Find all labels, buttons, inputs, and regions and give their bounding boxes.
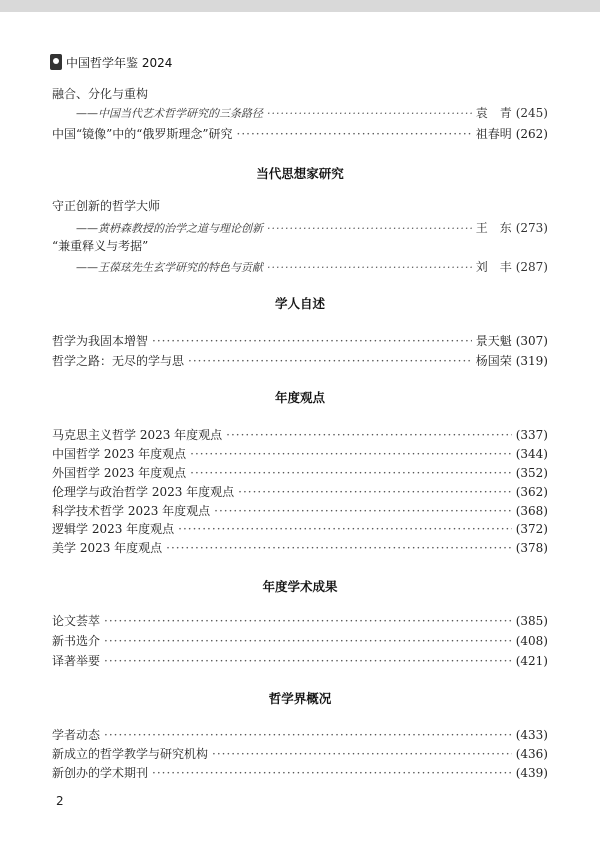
toc-page: (385): [515, 614, 548, 628]
toc-page: (368): [515, 504, 548, 518]
toc-page: (319): [515, 354, 548, 368]
leader-dots: [104, 653, 512, 669]
section-heading: 当代思想家研究: [256, 166, 344, 181]
toc-entry[interactable]: [52, 727, 548, 743]
toc-title: 马克思主义哲学 2023 年度观点: [52, 428, 223, 442]
leader-dots: [104, 613, 512, 629]
toc-title: 新成立的哲学教学与研究机构: [52, 747, 209, 761]
leader-dots: [214, 503, 512, 519]
toc-page: (436): [515, 747, 548, 761]
top-bar: [0, 0, 600, 12]
leader-dots: [267, 221, 472, 237]
toc-entry[interactable]: [52, 126, 548, 142]
toc-entry[interactable]: [52, 746, 548, 762]
toc-entry[interactable]: [52, 427, 548, 443]
toc-page: (262): [515, 127, 548, 141]
toc-title: 译著举要: [52, 654, 101, 668]
toc-entry-title: 融合、分化与重构: [52, 87, 149, 101]
toc-entry[interactable]: [52, 540, 548, 556]
section-heading: 年度学术成果: [262, 579, 338, 594]
running-header: [50, 52, 172, 72]
toc-page: (362): [515, 485, 548, 499]
toc-title: 哲学之路：无尽的学与思: [52, 354, 185, 368]
leader-dots: [152, 333, 472, 349]
toc-page: (245): [515, 106, 548, 120]
toc-author: 王 东: [475, 221, 512, 235]
toc-page: (287): [515, 260, 548, 274]
toc-entry[interactable]: [52, 521, 548, 537]
toc-author: 景天魁: [475, 334, 512, 348]
toc-page: (378): [515, 541, 548, 555]
toc-page: (273): [515, 221, 548, 235]
yearbook-logo-icon: [50, 54, 62, 70]
toc-entry-title: “兼重释义与考据”: [52, 239, 149, 253]
leader-dots: [238, 484, 512, 500]
toc-entry[interactable]: [76, 259, 548, 276]
toc-entry[interactable]: [52, 653, 548, 669]
toc-entry-title: 守正创新的哲学大师: [52, 199, 161, 213]
toc-page: (344): [515, 447, 548, 461]
toc-title: 学者动态: [52, 728, 101, 742]
toc-title: 外国哲学 2023 年度观点: [52, 466, 187, 480]
toc-entry[interactable]: [52, 353, 548, 369]
section-heading: 年度观点: [274, 390, 325, 405]
toc-entry[interactable]: [52, 613, 548, 629]
leader-dots: [104, 727, 512, 743]
leader-dots: [212, 746, 512, 762]
leader-dots: [166, 540, 512, 556]
leader-dots: [188, 353, 472, 369]
toc-subtitle: ——黄枬森教授的治学之道与理论创新: [76, 222, 263, 235]
page-number: 2: [56, 794, 64, 808]
toc-title: 哲学为我固本增智: [52, 334, 149, 348]
toc-entry[interactable]: [52, 633, 548, 649]
toc-title: 逻辑学 2023 年度观点: [52, 522, 175, 536]
toc-entry[interactable]: [76, 220, 548, 237]
leader-dots: [190, 465, 512, 481]
toc-entry[interactable]: [52, 465, 548, 481]
leader-dots: [267, 106, 472, 122]
toc-author: 袁 青: [475, 106, 512, 120]
toc-page: (421): [515, 654, 548, 668]
leader-dots: [152, 765, 512, 781]
toc-entry[interactable]: [52, 503, 548, 519]
leader-dots: [226, 427, 512, 443]
toc-entry[interactable]: [52, 484, 548, 500]
toc-entry[interactable]: [52, 765, 548, 781]
toc-page: (372): [515, 522, 548, 536]
toc-title: 中国哲学 2023 年度观点: [52, 447, 187, 461]
leader-dots: [178, 521, 512, 537]
toc-entry[interactable]: [52, 446, 548, 462]
toc-page: (307): [515, 334, 548, 348]
toc-author: 杨国荣: [475, 354, 512, 368]
toc-title: 美学 2023 年度观点: [52, 541, 163, 555]
toc-page: (433): [515, 728, 548, 742]
section-heading: 学人自述: [274, 296, 325, 311]
toc-page: (439): [515, 766, 548, 780]
toc-author: 刘 丰: [475, 260, 512, 274]
leader-dots: [190, 446, 512, 462]
leader-dots: [104, 633, 512, 649]
toc-title: 新创办的学术期刊: [52, 766, 149, 780]
toc-entry[interactable]: [52, 333, 548, 349]
toc-title: 伦理学与政治哲学 2023 年度观点: [52, 485, 235, 499]
toc-entry[interactable]: [76, 105, 548, 122]
leader-dots: [237, 126, 472, 142]
toc-title: 中国“镜像”中的“俄罗斯理念”研究: [52, 127, 233, 141]
book-title: 中国哲学年鉴 2024: [66, 55, 173, 70]
section-heading: 哲学界概况: [268, 691, 332, 706]
toc-title: 科学技术哲学 2023 年度观点: [52, 504, 211, 518]
toc-subtitle: ——中国当代艺术哲学研究的三条路径: [76, 107, 263, 120]
toc-page: (352): [515, 466, 548, 480]
toc-page: (337): [515, 428, 548, 442]
leader-dots: [267, 260, 472, 276]
toc-subtitle: ——王葆玹先生玄学研究的特色与贡献: [76, 261, 263, 274]
toc-title: 论文荟萃: [52, 614, 101, 628]
toc-page: (408): [515, 634, 548, 648]
toc-title: 新书选介: [52, 634, 101, 648]
toc-author: 祖春明: [475, 127, 512, 141]
